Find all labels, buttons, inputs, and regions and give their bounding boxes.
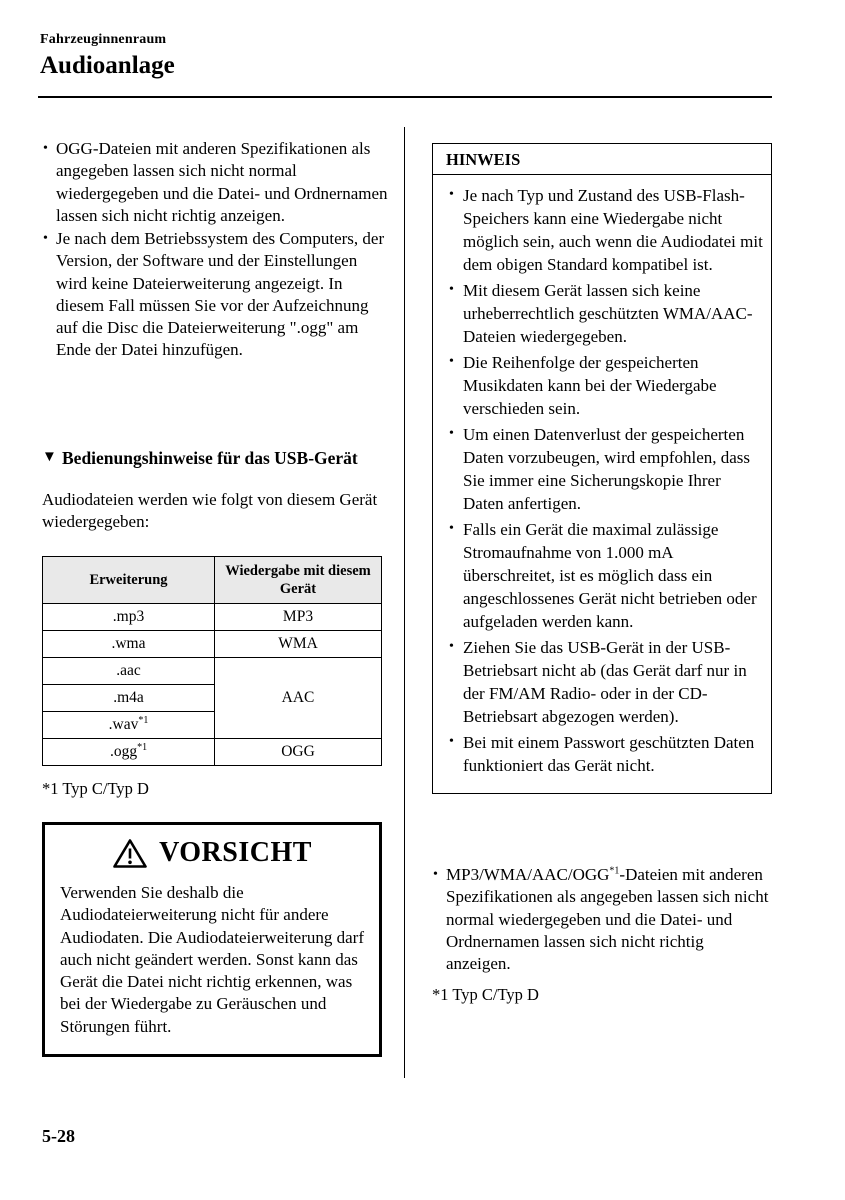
cell-extension: .m4a	[43, 685, 215, 712]
section-marker-icon: ▼	[42, 448, 57, 465]
bullet-text-rest: -Dateien mit anderen Spezifikationen als angegeben lassen sich nicht normal wiedergegeben und die Datei- und Ordnernamen lassen sich nicht richtig anzeigen.	[446, 865, 769, 974]
page-number: 5-28	[42, 1126, 75, 1146]
bullet-text: Falls ein Gerät die maximal zulässige Stromaufnahme von 1.000 mA überschreitet, ist es möglich dass ein angeschlossenes Gerät nicht betrieben oder aufgeladen werden kann.	[463, 520, 757, 631]
bullet-item	[42, 228, 390, 362]
cell-playback: OGG	[215, 739, 382, 766]
note-bullet-list	[433, 175, 771, 793]
table-row	[43, 739, 382, 766]
col-header-extension: Erweiterung	[43, 557, 215, 604]
table-footnote: *1 Typ C/Typ D	[42, 779, 149, 798]
bullet-item	[446, 351, 763, 420]
bullet-text: Ziehen Sie das USB-Gerät in der USB-Betriebsart nicht ab (das Gerät darf nur in der FM/AM Radio- oder in der CD-Betriebsart abgezogen werden).	[463, 638, 747, 726]
extension-table-body	[43, 604, 382, 766]
column-divider	[404, 127, 405, 1078]
left-bullet-list	[42, 138, 390, 363]
left-column	[42, 0, 390, 1200]
bullet-item	[446, 184, 763, 276]
bullet-text: Mit diesem Gerät lassen sich keine urheberrechtlich geschützten WMA/AAC-Dateien wiedergegeben.	[463, 281, 753, 346]
cell-extension: .aac	[43, 658, 215, 685]
cell-playback-merged: AAC	[215, 658, 382, 739]
cell-extension-text: .wav	[108, 716, 139, 734]
cell-extension	[43, 712, 215, 739]
table-row	[43, 631, 382, 658]
note-box	[432, 143, 772, 794]
note-title: HINWEIS	[433, 144, 771, 175]
caution-box	[42, 822, 382, 1057]
right-footnote: *1 Typ C/Typ D	[432, 985, 539, 1004]
caution-title	[60, 837, 364, 869]
caution-title-text: VORSICHT	[159, 837, 312, 868]
section-kicker: Fahrzeuginnenraum	[40, 32, 167, 47]
cell-playback: MP3	[215, 604, 382, 631]
bullet-item	[42, 138, 390, 227]
cell-extension	[43, 739, 215, 766]
footnote-marker: *1	[137, 742, 148, 754]
bullet-text: Je nach dem Betriebssystem des Computers, der Version, der Software und der Einstellungen wird keine Dateierweiterung angezeigt. In diesem Fall müssen Sie vor der Aufzeichnung auf die Disc die Dateierweiterung ".ogg" am Ende der Datei hinzufügen.	[56, 229, 385, 360]
page-title: Audioanlage	[40, 52, 175, 79]
table-row	[43, 604, 382, 631]
cell-extension: .wma	[43, 631, 215, 658]
usb-section-heading	[42, 447, 390, 470]
warning-icon	[112, 838, 148, 869]
bullet-text: Je nach Typ und Zustand des USB-Flash-Speichers kann eine Wiedergabe nicht möglich sein, auch wenn die Audiodatei mit dem obigen Standard kompatibel ist.	[463, 186, 763, 274]
bullet-item	[446, 636, 763, 728]
bullet-text: Die Reihenfolge der gespeicherten Musikdaten kann bei der Wiedergabe verschieden sein.	[463, 353, 717, 418]
bullet-item	[446, 518, 763, 633]
bullet-item	[446, 423, 763, 515]
cell-extension-text: .ogg	[109, 743, 138, 761]
usb-section-heading-text: Bedienungshinweise für das USB-Gerät	[62, 447, 358, 468]
bullet-text: Um einen Datenverlust der gespeicherten Daten vorzubeugen, wird empfohlen, dass Sie immer eine Sicherungskopie Ihrer Daten anfertigen.	[463, 425, 751, 513]
col-header-playback: Wiedergabe mit diesem Gerät	[215, 557, 382, 604]
bullet-item	[432, 864, 772, 975]
bullet-item	[446, 279, 763, 348]
caution-body: Verwenden Sie deshalb die Audiodateierweiterung nicht für andere Audiodaten. Die Audiodateierweiterung darf auch nicht geändert werden. Sonst kann das Gerät die Datei nicht richtig erkennen, was bei der Wiedergabe zu Geräuschen und Störungen führt.	[60, 883, 365, 1036]
bullet-text-prefix: MP3/WMA/AAC/OGG	[446, 865, 610, 884]
table-row	[43, 658, 382, 685]
table-header-row	[43, 557, 382, 604]
footnote-marker: *1	[138, 715, 149, 727]
bullet-text: Bei mit einem Passwort geschützten Daten funktioniert das Gerät nicht.	[463, 733, 755, 775]
right-bullet-list	[432, 864, 772, 976]
usb-intro-paragraph: Audiodateien werden wie folgt von diesem Gerät wiedergegeben:	[42, 490, 378, 532]
extension-table-head	[43, 557, 382, 604]
cell-extension: .mp3	[43, 604, 215, 631]
right-column	[432, 0, 772, 1200]
footnote-marker: *1	[609, 865, 620, 877]
bullet-item	[446, 731, 763, 777]
bullet-text: OGG-Dateien mit anderen Spezifikationen als angegeben lassen sich nicht normal wiedergegeben und die Datei- und Ordnernamen lassen sich nicht richtig anzeigen.	[56, 139, 388, 225]
cell-playback: WMA	[215, 631, 382, 658]
extension-table	[42, 556, 382, 766]
